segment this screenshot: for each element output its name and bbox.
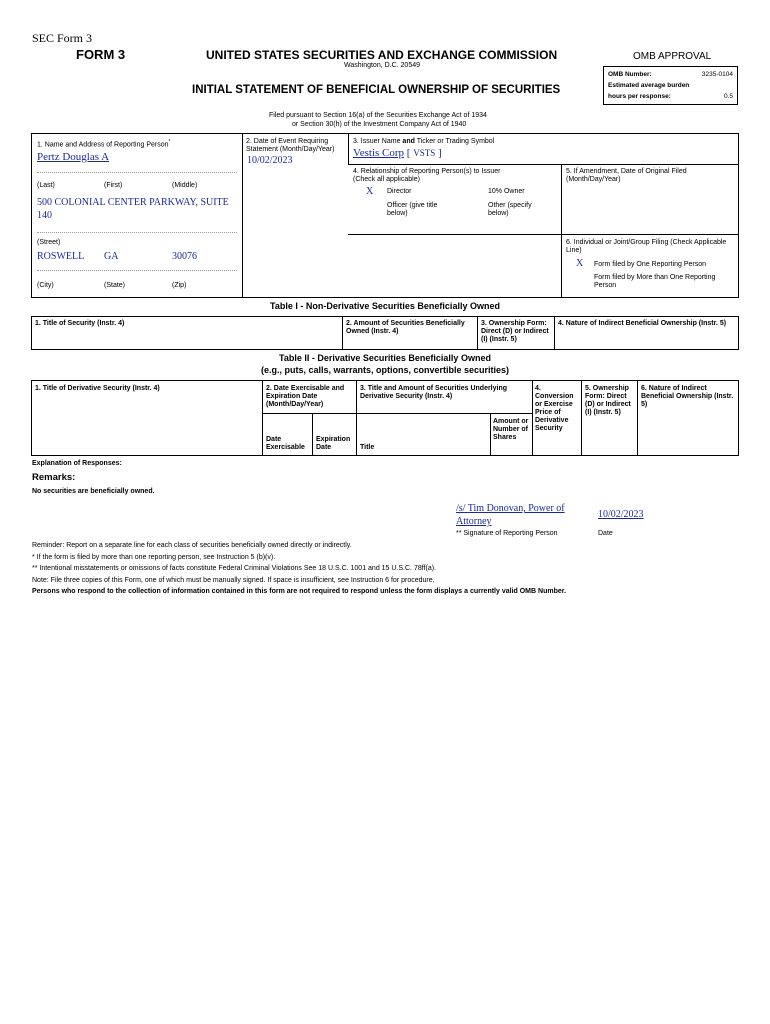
issuer-line: Vestis Corp [ VSTS ]: [353, 147, 442, 159]
form-title: FORM 3: [76, 47, 126, 62]
box5-label: 5. If Amendment, Date of Original Filed (Month/Day/Year): [566, 168, 687, 183]
state-value: GA: [104, 251, 119, 262]
box1-label: 1. Name and Address of Reporting Person*: [37, 139, 171, 149]
omb-hours-label: hours per response:: [608, 93, 671, 100]
director-checkbox-mark[interactable]: X: [366, 186, 374, 197]
ticker-symbol: VSTS: [413, 148, 436, 158]
remarks-label: Remarks:: [32, 472, 76, 483]
filed-pursuant-line2: or Section 30(h) of the Investment Company Act of 1940: [292, 121, 467, 128]
city-value: ROSWELL: [37, 251, 85, 262]
omb-hours-value: 0.5: [723, 93, 733, 100]
table2-col-ownership: 5. Ownership Form: Direct (D) or Indirect (I) (Instr. 5): [585, 385, 631, 416]
table2-col-amount-shares: Amount or Number of Shares: [493, 418, 529, 441]
table1-title: Table I - Non-Derivative Securities Beneficially Owned: [270, 301, 500, 311]
signature-link[interactable]: /s/ Tim Donovan, Power of Attorney: [456, 503, 565, 527]
commission-title: UNITED STATES SECURITIES AND EXCHANGE COMMISSION: [206, 48, 558, 62]
table1-col-title: 1. Title of Security (Instr. 4): [35, 320, 125, 327]
state-label: (State): [104, 282, 126, 289]
table2-title: Table II - Derivative Securities Beneficially Owned: [279, 353, 491, 363]
commission-location: Washington, D.C. 20549: [344, 62, 421, 69]
omb-box: [603, 66, 738, 105]
table2-col-expiration-date: Expiration Date: [316, 436, 351, 451]
table1-col-nature: 4. Nature of Indirect Beneficial Ownership (Instr. 5): [558, 320, 727, 327]
street-address-value: 500 COLONIAL CENTER PARKWAY, SUITE 140: [37, 197, 229, 221]
signature-date-link[interactable]: 10/02/2023: [598, 509, 644, 520]
box4-sublabel: (Check all applicable): [353, 176, 420, 183]
footnote-copies: Note: File three copies of this Form, one of which must be manually signed. If space is insufficient, see Instruction 6 for procedure.: [32, 577, 435, 584]
footnote-multiple-persons: * If the form is filed by more than one reporting person, see Instruction 5 (b)(v).: [32, 554, 276, 561]
table1-col-ownership: 3. Ownership Form: Direct (D) or Indirect (I) (Instr. 5): [481, 320, 549, 343]
director-label: Director: [387, 188, 412, 195]
date-label: Date: [598, 530, 613, 537]
signature-label: ** Signature of Reporting Person: [456, 530, 558, 537]
more-persons-label: Form filed by More than One Reporting Person: [594, 274, 716, 289]
one-person-checkbox-mark[interactable]: X: [576, 258, 584, 269]
box2-label: 2. Date of Event Requiring Statement (Month/Day/Year): [246, 138, 335, 153]
box3-label: 3. Issuer Name and Ticker or Trading Symbol: [353, 138, 495, 145]
statement-title: INITIAL STATEMENT OF BENEFICIAL OWNERSHIP OF SECURITIES: [192, 84, 561, 96]
zip-value: 30076: [172, 251, 197, 262]
city-label: (City): [37, 282, 54, 289]
table2-col-conversion: 4. Conversion or Exercise Price of Derivative Security: [535, 385, 574, 432]
sec-form-label: SEC Form 3: [32, 31, 93, 45]
box6-label: 6. Individual or Joint/Group Filing (Check Applicable Line): [566, 239, 727, 254]
middle-name-label: (Middle): [172, 182, 198, 189]
table2-col-underlying-title: Title: [360, 444, 375, 451]
filed-pursuant-line1: Filed pursuant to Section 16(a) of the Securities Exchange Act of 1934: [269, 112, 487, 119]
omb-approval-title: OMB APPROVAL: [633, 51, 712, 62]
remarks-text: No securities are beneficially owned.: [32, 488, 155, 495]
footnote-violations: ** Intentional misstatements or omissions of facts constitute Federal Criminal Violations See 18 U.S.C. 1001 and 15 U.S.C. 78ff(a).: [32, 565, 436, 572]
table2-col-dates: 2. Date Exercisable and Expiration Date (Month/Day/Year): [266, 385, 345, 408]
box4-label: 4. Relationship of Reporting Person(s) to Issuer: [353, 168, 501, 175]
reporting-person-name-link[interactable]: Pertz Douglas A: [37, 151, 110, 163]
street-label: (Street): [37, 239, 61, 246]
table2-col-underlying: 3. Title and Amount of Securities Underlying Derivative Security (Instr. 4): [360, 385, 508, 400]
reminder-note: Reminder: Report on a separate line for each class of securities beneficially owned directly or indirectly.: [32, 542, 352, 549]
officer-label: Officer (give title below): [387, 202, 438, 217]
table2-col-nature: 6. Nature of Indirect Beneficial Ownership (Instr. 5): [641, 385, 734, 408]
ten-percent-owner-label: 10% Owner: [488, 188, 525, 195]
other-label: Other (specify below): [488, 202, 532, 217]
zip-label: (Zip): [172, 282, 187, 289]
issuer-name-link[interactable]: Vestis Corp: [353, 147, 405, 159]
table2-col-title: 1. Title of Derivative Security (Instr. 4): [35, 385, 160, 392]
last-name-label: (Last): [37, 182, 55, 189]
omb-number-value: 3235-0104: [701, 71, 733, 78]
table1-col-amount: 2. Amount of Securities Beneficially Owned (Instr. 4): [346, 320, 465, 335]
table2-col-date-exercisable: Date Exercisable: [266, 436, 305, 451]
table2-subtitle: (e.g., puts, calls, warrants, options, convertible securities): [260, 365, 510, 375]
omb-burden-label: Estimated average burden: [608, 82, 690, 89]
omb-number-label: OMB Number:: [608, 71, 652, 78]
omb-disclaimer: Persons who respond to the collection of information contained in this form are not required to respond unless the form displays a currently valid OMB Number.: [32, 588, 567, 595]
one-person-label: Form filed by One Reporting Person: [594, 261, 707, 268]
event-date-value: 10/02/2023: [247, 155, 293, 166]
explanation-of-responses: Explanation of Responses:: [32, 460, 122, 467]
first-name-label: (First): [104, 182, 123, 189]
